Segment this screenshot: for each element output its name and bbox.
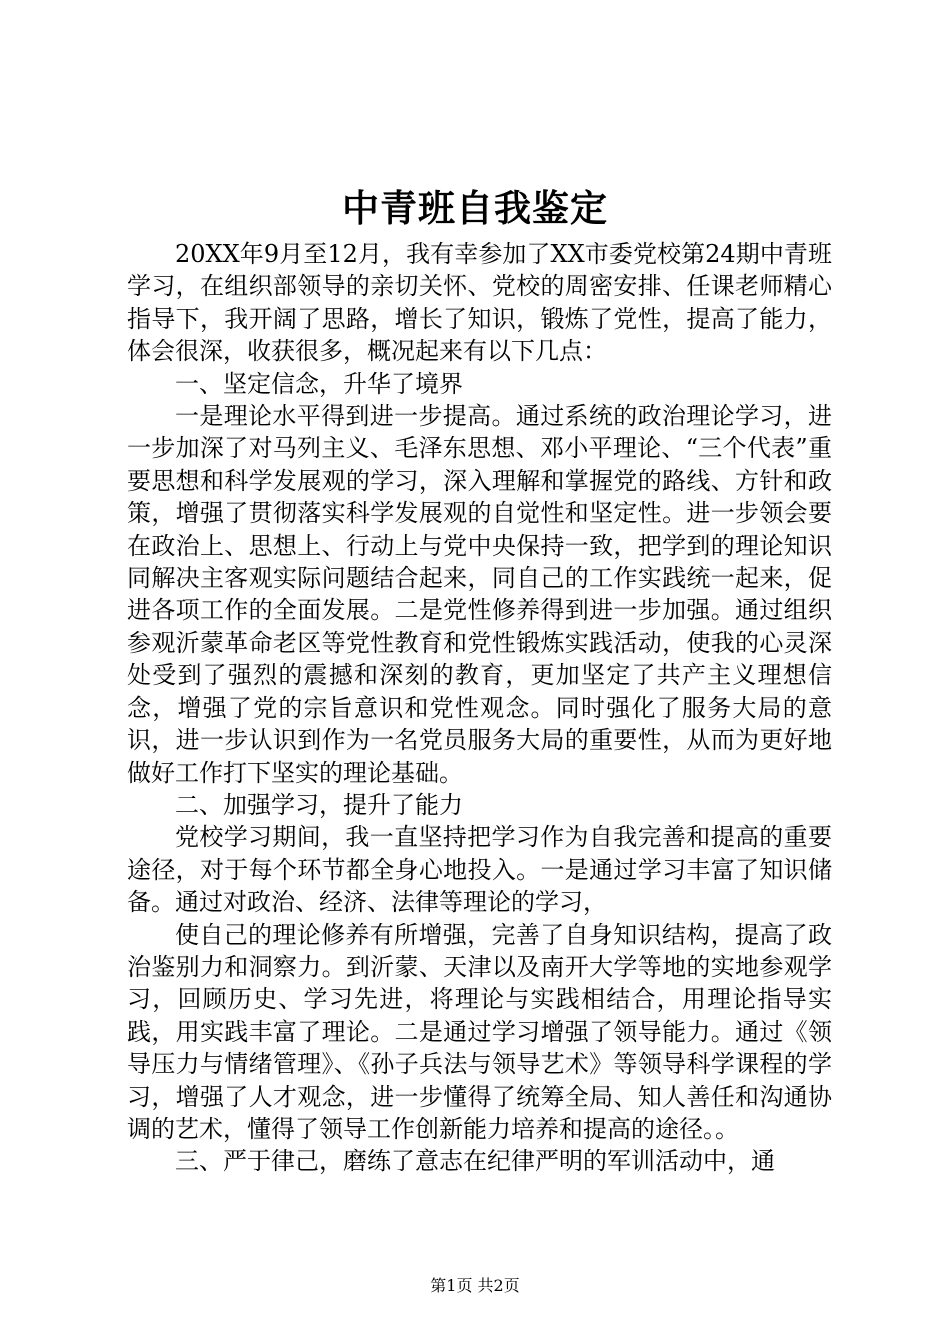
intro-paragraph: 20XX年9月至12月，我有幸参加了XX市委党校第24期中青班学习，在组织部领导的亲切关怀、党校的周密安排、任课老师精心指导下，我开阔了思路，增长了知识，锻炼了党性，提高了能力，体会很深，收获很多，概况起来有以下几点： [127,240,832,366]
section-heading-1: 一、坚定信念，升华了境界 [175,369,463,398]
document-title: 中青班自我鉴定 [342,186,608,230]
section-2-paragraph-2: 使自己的理论修养有所增强，完善了自身知识结构，提高了政治鉴别力和洞察力。到沂蒙、天津以及南开大学等地的实地参观学习，回顾历史、学习先进，将理论与实践相结合，用理论指导实践，用实践丰富了理论。二是通过学习增强了领导能力。通过《领导压力与情绪管理》、《孙子兵法与领导艺术》等领导科学课程的学习，增强了人才观念，进一步懂得了统筹全局、知人善任和沟通协调的艺术，懂得了领导工作创新能力培养和提高的途径。。 [127,920,832,1143]
section-heading-2: 二、加强学习，提升了能力 [175,790,463,819]
document-body [127,238,832,1178]
section-1-paragraph: 一是理论水平得到进一步提高。通过系统的政治理论学习，进一步加深了对马列主义、毛泽东思想、邓小平理论、“三个代表”重要思想和科学发展观的学习，深入理解和掌握党的路线、方针和政策，增强了贯彻落实科学发展观的自觉性和坚定性。进一步领会要在政治上、思想上、行动上与党中央保持一致，把学到的理论知识同解决主客观实际问题结合起来，同自己的工作实践统一起来，促进各项工作的全面发展。二是党性修养得到进一步加强。通过组织参观沂蒙革命老区等党性教育和党性锻炼实践活动，使我的心灵深处受到了强烈的震撼和深刻的教育，更加坚定了共产主义理想信念，增强了党的宗旨意识和党性观念。同时强化了服务大局的意识，进一步认识到作为一名党员服务大局的重要性，从而为更好地做好工作打下坚实的理论基础。 [127,402,832,787]
section-heading-3: 三、严于律己，磨练了意志在纪律严明的军训活动中，通 [175,1147,775,1176]
page-number-footer: 第1页 共2页 [430,1276,520,1295]
section-2-paragraph-1: 党校学习期间，我一直坚持把学习作为自我完善和提高的重要途径，对于每个环节都全身心地投入。一是通过学习丰富了知识储备。通过对政治、经济、法律等理论的学习， [127,823,832,917]
